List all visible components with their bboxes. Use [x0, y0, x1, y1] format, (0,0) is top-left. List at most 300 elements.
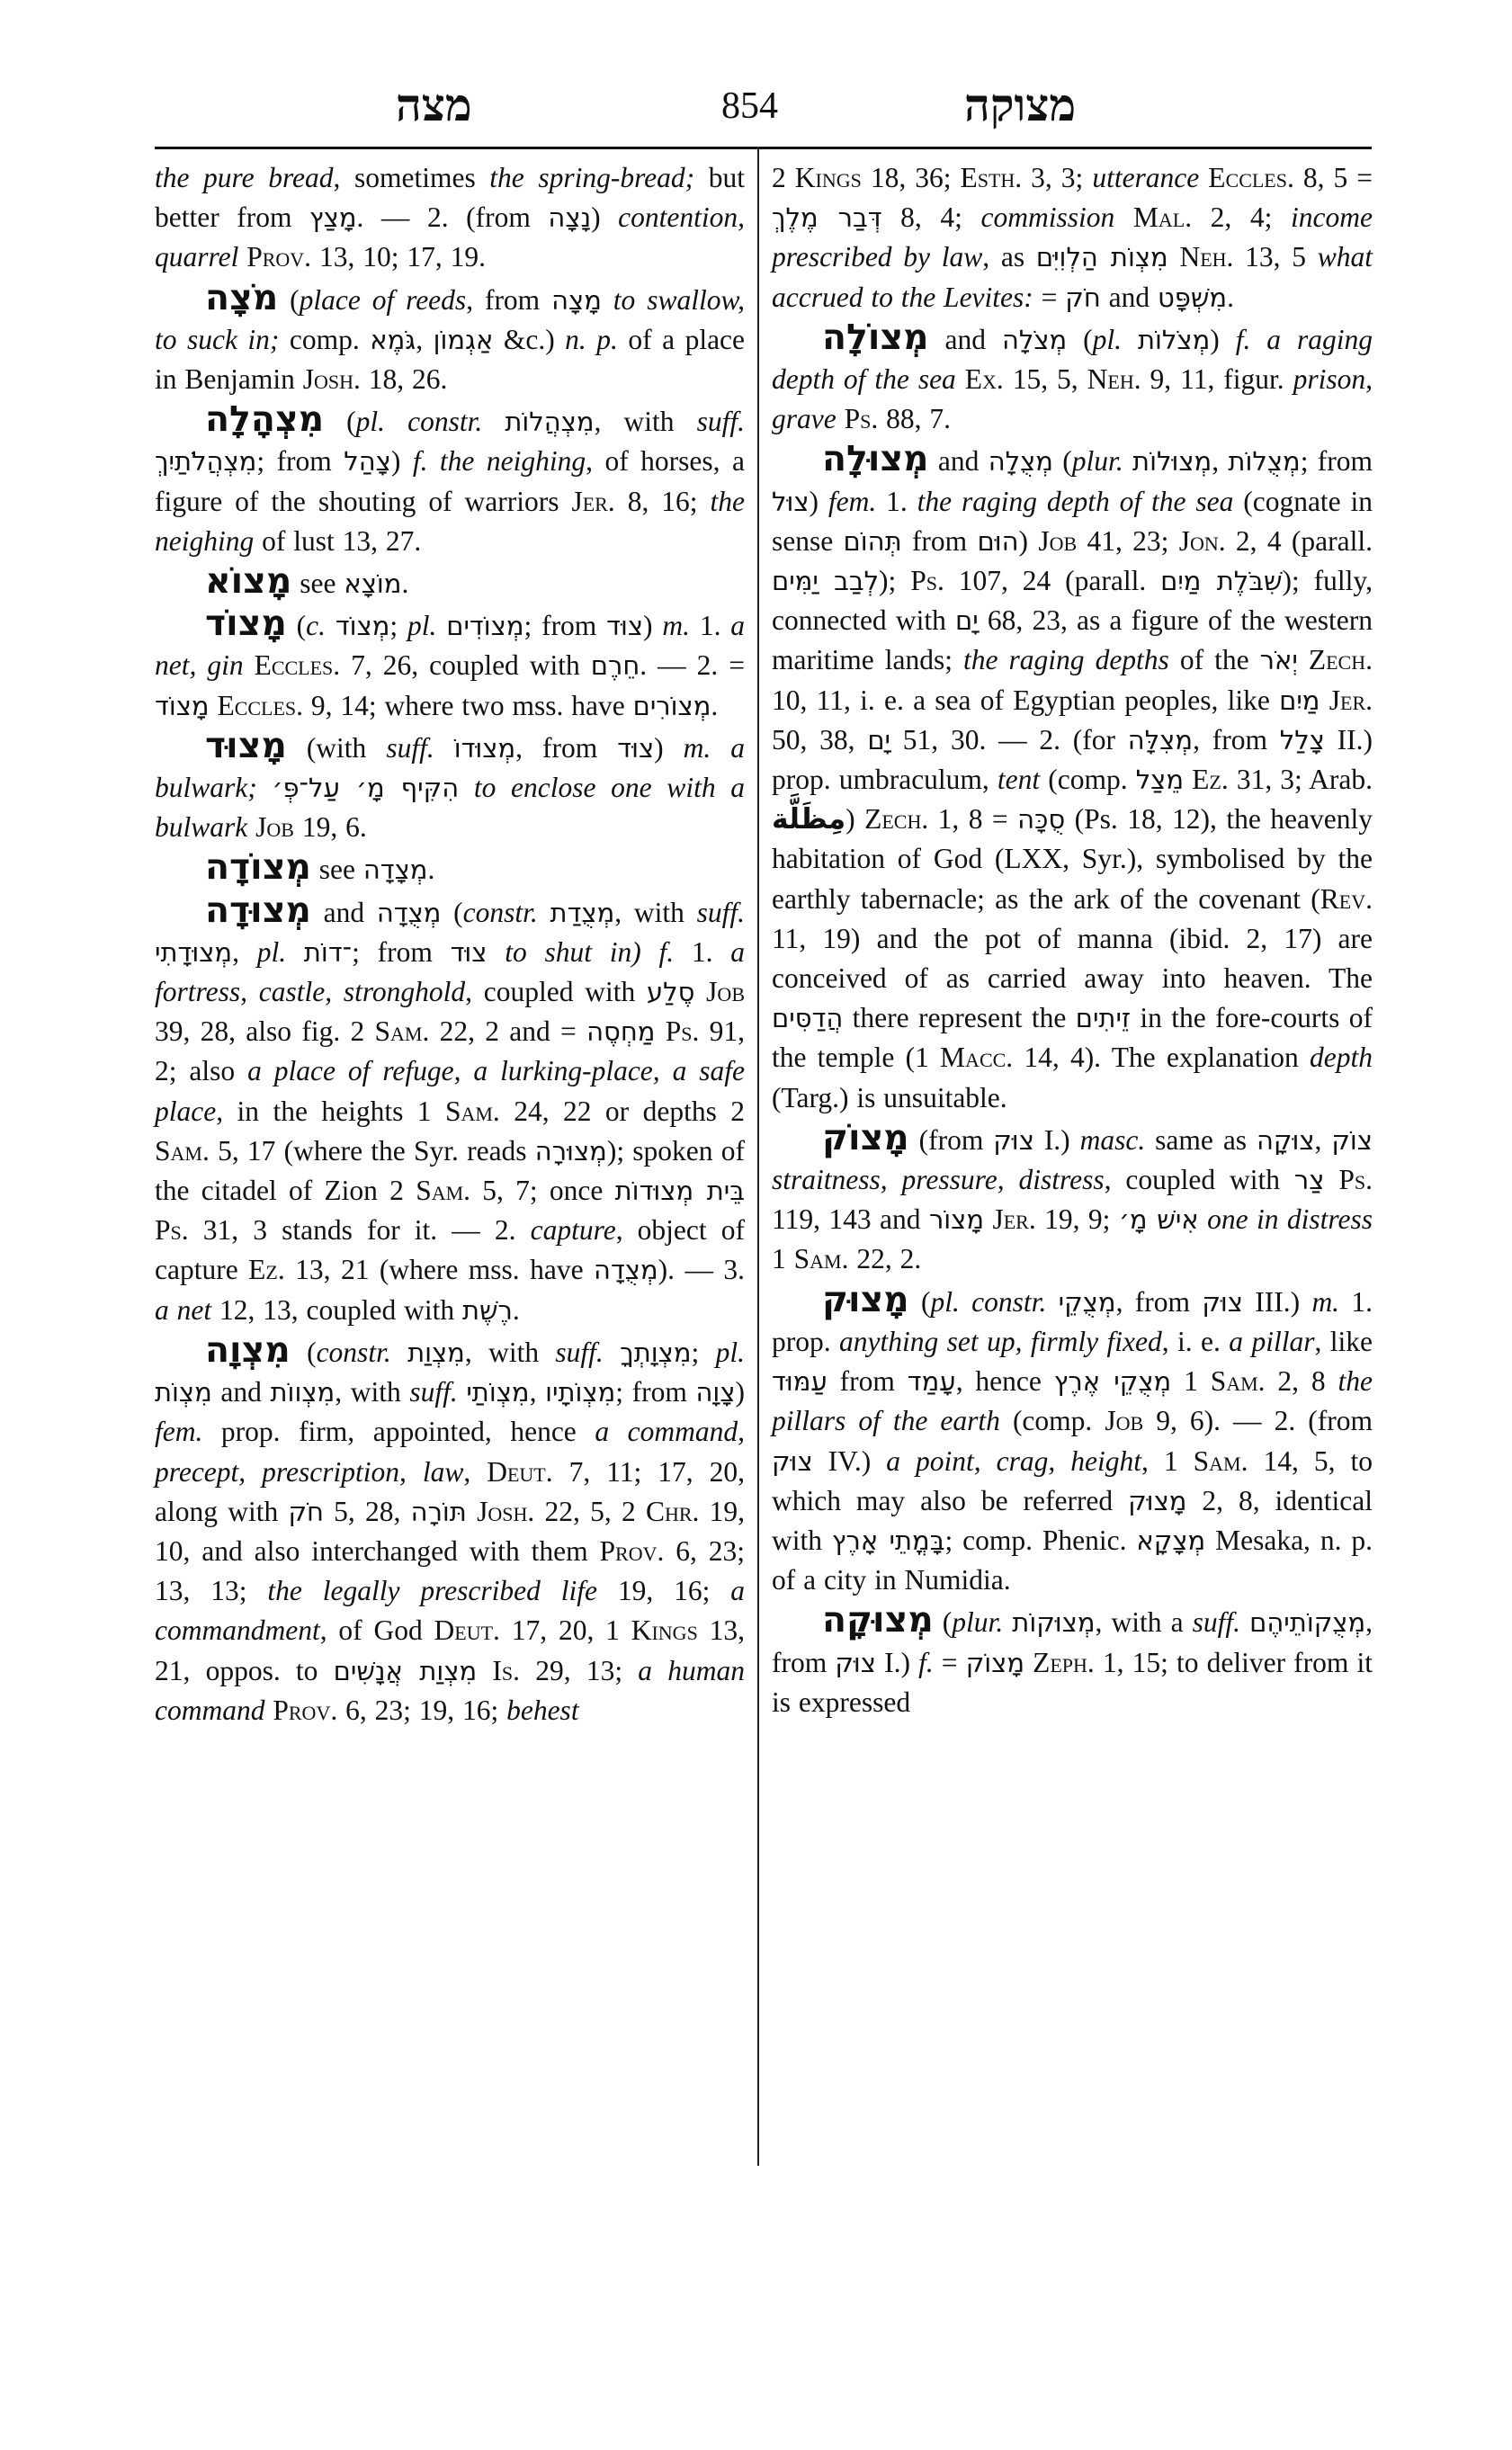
- hebrew-word: צוּק: [1202, 1286, 1243, 1318]
- book-reference: Deut.: [434, 1614, 500, 1647]
- text-run: [244, 649, 255, 681]
- text-run: [1168, 241, 1180, 273]
- text-run: 41, 23;: [1077, 524, 1179, 557]
- text-run: . — 2. =: [640, 649, 746, 682]
- book-reference: Sam.: [444, 1095, 500, 1127]
- left-column: [155, 158, 745, 1730]
- italic-gloss: m.: [662, 610, 690, 642]
- text-run: , 1: [1141, 1444, 1194, 1477]
- page-number: 854: [721, 85, 778, 127]
- text-run: see: [310, 854, 363, 886]
- hebrew-word: מוֹצָא: [344, 568, 402, 600]
- hebrew-word: מְצוּקוֹת: [1012, 1607, 1096, 1639]
- text-run: [1199, 1203, 1207, 1235]
- text-run: (with: [286, 731, 387, 764]
- book-reference: Ps.: [155, 1214, 189, 1247]
- italic-gloss: the raging depth of the sea: [917, 485, 1234, 517]
- entry-headword: מֹצָה: [205, 276, 279, 318]
- text-run: [482, 406, 505, 437]
- text-run: 1. prop.: [772, 1285, 1373, 1357]
- text-run: [1122, 324, 1138, 355]
- right-column: [772, 158, 1373, 1722]
- hebrew-word: מִצְוַת אֲנָשִׁים: [333, 1655, 478, 1686]
- text-run: (: [286, 610, 307, 642]
- italic-gloss: fem.: [828, 485, 877, 517]
- text-run: 1.: [876, 485, 917, 517]
- hebrew-word: עַמּוּד: [772, 1366, 828, 1398]
- text-run: of a place in Benjamin: [155, 323, 746, 396]
- text-run: 6, 23; 19, 16;: [337, 1694, 507, 1726]
- hebrew-word: נָצָה: [548, 202, 592, 234]
- italic-gloss: constr.: [316, 1336, 391, 1368]
- text-run: 3, 3;: [1022, 162, 1093, 193]
- dictionary-entry: [772, 317, 1373, 440]
- italic-gloss: suff.: [1192, 1606, 1241, 1639]
- text-run: [1123, 445, 1132, 477]
- text-run: =: [933, 1646, 966, 1678]
- text-run: 18, 36;: [861, 162, 961, 193]
- text-run: ; comp. Phenic.: [944, 1524, 1137, 1556]
- text-run: , i. e.: [1161, 1325, 1230, 1357]
- entry-headword: מִצְהָלָה: [205, 398, 325, 441]
- book-reference: Prov.: [599, 1534, 665, 1567]
- italic-gloss: a net: [155, 1293, 212, 1326]
- text-run: 1, 15; to deliver from it is expressed: [772, 1646, 1373, 1718]
- italic-gloss: pl.: [407, 610, 437, 642]
- text-run: [247, 811, 255, 843]
- hebrew-word: סֶלַע: [647, 977, 695, 1008]
- hebrew-word: מְצֻקוֹתֵיהֶם: [1249, 1607, 1366, 1639]
- text-run: [602, 284, 613, 316]
- text-run: ); spoken of the citadel of Zion 2: [155, 1134, 745, 1207]
- text-run: 8, 5 =: [1293, 162, 1373, 193]
- text-run: ,: [1212, 445, 1229, 478]
- italic-gloss: the pure bread: [155, 162, 334, 193]
- italic-gloss: commission: [980, 201, 1115, 234]
- text-run: (comp.: [1040, 764, 1136, 796]
- text-run: [837, 403, 845, 434]
- hebrew-word: חֵרֶם: [590, 650, 640, 682]
- text-run: Mesaka, n. p. of a city in Numidia.: [772, 1524, 1373, 1596]
- hebrew-word: תְּהוֹם: [843, 525, 902, 557]
- text-run: [286, 936, 304, 968]
- text-run: 19, 9;: [1035, 1203, 1119, 1236]
- dictionary-entry: [155, 847, 745, 890]
- text-run: [1320, 684, 1329, 716]
- hebrew-word: שִׁבֹּלֶת מַיִם: [1160, 566, 1283, 597]
- hebrew-word: צַר: [1293, 1165, 1325, 1196]
- text-run: (comp.: [999, 1405, 1105, 1437]
- text-run: 14, 4). The explanation: [1013, 1042, 1311, 1074]
- text-run: ; from: [1300, 445, 1373, 478]
- text-run: .: [1227, 281, 1234, 313]
- text-run: [458, 1376, 467, 1408]
- text-run: 2, 8: [1265, 1365, 1338, 1398]
- italic-gloss: a fortress, castle, stronghold: [155, 935, 746, 1008]
- dictionary-entry: [772, 439, 1373, 1117]
- text-run: ): [809, 485, 828, 517]
- italic-gloss: pl.: [715, 1336, 745, 1368]
- text-run: 31, 3; Arab.: [1228, 764, 1373, 796]
- hebrew-word: צָהַל: [344, 446, 391, 478]
- hebrew-word: תּוֹרָה: [410, 1496, 467, 1527]
- hebrew-word: לְבַב יַמִּים: [772, 566, 880, 597]
- text-run: 8, 16;: [614, 485, 711, 517]
- hebrew-word: מִצְהֲלֹתַיִךְ: [155, 446, 257, 478]
- book-reference: Esth.: [960, 162, 1023, 193]
- book-reference: Job: [706, 976, 745, 1008]
- entry-headword: מְצוּלָה: [822, 438, 929, 480]
- text-run: [391, 1337, 407, 1368]
- text-run: 15, 5,: [1003, 363, 1087, 396]
- italic-gloss: behest: [506, 1694, 579, 1726]
- text-run: , object of capture: [155, 1214, 745, 1286]
- text-run: , from: [1115, 1285, 1203, 1318]
- entry-headword: מִצְוָה: [205, 1328, 291, 1371]
- italic-gloss: a net, gin: [155, 610, 746, 682]
- hebrew-word: מִצְוַת: [407, 1337, 465, 1368]
- book-reference: Sam.: [793, 1243, 849, 1275]
- text-run: (Ps. 18, 12), the heavenly habitation of God (LXX, Syr.), symbolised by the earthly tabernacle; as the ark of the covenant (: [772, 803, 1373, 915]
- text-run: 18, 26.: [360, 363, 448, 396]
- hebrew-word: מִצְוָתְךָ: [620, 1337, 692, 1368]
- hebrew-word: מְצוּדוֹ: [453, 732, 516, 764]
- text-run: ): [1018, 524, 1039, 557]
- text-run: (: [1052, 445, 1072, 478]
- text-run: see: [291, 568, 344, 600]
- text-run: 2, 4 (parall.: [1225, 524, 1373, 557]
- hebrew-word: סֻכָּה: [1017, 804, 1066, 836]
- dictionary-entry: [155, 399, 745, 561]
- text-run: (Targ.) is unsuitable.: [772, 1081, 1007, 1113]
- text-run: [1114, 201, 1133, 233]
- text-run: , of horses, a figure of the shouting of warriors: [155, 445, 745, 517]
- text-run: (: [324, 406, 356, 438]
- dictionary-entry: [155, 1330, 745, 1730]
- book-reference: Jer.: [1329, 684, 1373, 716]
- hebrew-word: מְצֹלוֹת: [1138, 324, 1211, 355]
- book-reference: Josh.: [302, 363, 361, 396]
- entry-headword: מְצוּדָה: [205, 889, 311, 931]
- text-run: (: [933, 1606, 953, 1639]
- text-run: [257, 772, 273, 803]
- hebrew-word: מִצְהֲלוֹת: [505, 407, 595, 438]
- hebrew-word: מְצוּלוֹת: [1132, 446, 1212, 478]
- hebrew-word: מִצְוֹתַי: [466, 1377, 530, 1408]
- text-run: 10, 11, i. e. a sea of Egyptian peoples, like: [772, 684, 1280, 716]
- book-reference: Prov.: [246, 241, 312, 273]
- text-run: 68, 23, as a figure of the western maritime lands;: [772, 604, 1373, 676]
- hebrew-word: מְצֻדַת: [550, 897, 615, 928]
- text-run: , from: [772, 1606, 1373, 1678]
- hebrew-word: מְצָדָה: [362, 854, 428, 886]
- italic-gloss: the raging depths: [963, 644, 1169, 676]
- book-reference: Macc.: [940, 1042, 1014, 1074]
- text-run: ): [654, 731, 684, 764]
- hebrew-word: דְּבַר מֶלֶךְ: [772, 202, 882, 234]
- italic-gloss: a pillar: [1229, 1325, 1315, 1357]
- text-run: 2, 8, identical with: [772, 1484, 1373, 1556]
- hebrew-word: מָצוּק: [1128, 1485, 1187, 1516]
- hebrew-word: יָם: [867, 724, 891, 756]
- hebrew-word: מְצֹלָה: [1001, 324, 1068, 355]
- text-run: [467, 1496, 477, 1527]
- entry-headword: מְצוֹדָה: [205, 846, 311, 889]
- text-run: [1199, 162, 1208, 193]
- text-run: );: [879, 565, 911, 597]
- hebrew-word: צוּק: [835, 1647, 876, 1678]
- text-run: (cognate in sense: [772, 485, 1373, 557]
- text-run: there represent the: [843, 1002, 1076, 1034]
- text-run: in the fore-courts of the temple (1: [772, 1002, 1373, 1074]
- text-run: [655, 1015, 665, 1047]
- entry-headword: מָצוֹא: [205, 560, 292, 603]
- italic-gloss: to enclose one with a bulwark: [155, 772, 746, 844]
- text-run: ): [390, 445, 413, 478]
- hebrew-word: מָצוֹד: [155, 690, 210, 721]
- italic-gloss: plur.: [1071, 445, 1123, 478]
- italic-gloss: to shut in) f.: [505, 935, 675, 968]
- book-reference: Jon.: [1178, 524, 1226, 557]
- italic-gloss: plur.: [952, 1606, 1004, 1639]
- hebrew-word: רֶשֶׁת: [461, 1294, 513, 1326]
- text-run: 9, 6). — 2. (from: [1143, 1405, 1373, 1437]
- text-run: 19, 10, and also interchanged with them: [155, 1495, 745, 1567]
- hebrew-word: מִצְוֹת הַלְוִיִּם: [1035, 242, 1168, 273]
- italic-gloss: contention, quarrel: [155, 201, 745, 273]
- book-reference: Zeph.: [1033, 1646, 1095, 1678]
- book-reference: Job: [1105, 1405, 1144, 1437]
- italic-gloss: depth: [1310, 1042, 1373, 1074]
- dictionary-entry: [155, 890, 745, 1330]
- italic-gloss: m.: [1311, 1285, 1340, 1318]
- dictionary-entry: [155, 726, 745, 848]
- text-run: ,: [463, 1455, 488, 1488]
- text-run: , sometimes: [333, 162, 490, 193]
- book-reference: Job: [1038, 524, 1078, 557]
- text-run: , from: [515, 731, 618, 764]
- hebrew-word: מְצִלָּה: [1127, 724, 1194, 756]
- text-run: and: [1100, 281, 1159, 313]
- entry-headword: מָצוֹד: [205, 603, 287, 645]
- text-run: 6, 23; 13, 13;: [155, 1534, 745, 1607]
- text-run: 17, 20, 1: [499, 1614, 631, 1647]
- italic-gloss: n. p.: [565, 323, 618, 355]
- italic-gloss: suff.: [409, 1376, 458, 1408]
- text-run: 107, 24 (parall.: [944, 565, 1161, 597]
- text-run: [1240, 1606, 1249, 1638]
- text-run: , from: [1193, 723, 1280, 756]
- hebrew-word: מְצוֹדִים: [446, 611, 524, 642]
- column-divider: [757, 147, 759, 2166]
- text-run: 5, 17 (where the Syr. reads: [209, 1134, 535, 1167]
- book-reference: Chr.: [645, 1495, 700, 1527]
- book-reference: Ez.: [1192, 764, 1229, 796]
- hebrew-word: מֵצַל: [1135, 765, 1185, 796]
- book-reference: Ps.: [910, 565, 944, 597]
- italic-gloss: income prescribed by law: [772, 201, 1373, 273]
- hebrew-word: מִשְׁפָּט: [1158, 282, 1228, 313]
- text-run: [538, 897, 550, 928]
- text-run: I.): [1033, 1123, 1080, 1156]
- text-run: 2: [772, 162, 795, 193]
- book-reference: Kings: [631, 1614, 698, 1647]
- text-run: , with a: [1095, 1606, 1193, 1639]
- text-run: ,: [232, 935, 257, 968]
- text-run: [1046, 1286, 1058, 1318]
- italic-gloss: straitness, pressure, distress: [772, 1164, 1105, 1196]
- text-run: [1324, 1164, 1338, 1195]
- italic-gloss: a place of refuge, a lurking-place, a safe place: [155, 1055, 745, 1127]
- text-run: 19, 6.: [293, 811, 367, 844]
- text-run: (: [290, 1336, 317, 1368]
- text-run: [1184, 764, 1192, 795]
- text-run: ): [735, 1376, 746, 1408]
- text-run: .: [711, 689, 719, 721]
- arabic-word: مِظَلَّة: [772, 803, 846, 836]
- text-run: ; from: [615, 1376, 696, 1408]
- text-run: ;: [691, 1336, 716, 1368]
- text-run: [1298, 644, 1309, 675]
- hebrew-word: מְצֻדָה: [594, 1255, 658, 1286]
- book-reference: Zech.: [1308, 644, 1373, 676]
- text-run: ,: [416, 323, 434, 355]
- book-reference: Jer.: [571, 485, 615, 517]
- italic-gloss: suff.: [555, 1336, 604, 1368]
- text-run: III.): [1242, 1285, 1312, 1318]
- italic-gloss: constr.: [462, 896, 538, 928]
- text-run: =: [1033, 281, 1066, 313]
- text-run: [459, 772, 474, 803]
- text-run: II.) prop. umbraculum,: [772, 723, 1373, 796]
- text-run: ): [845, 803, 865, 836]
- text-run: 119, 143 and: [772, 1203, 929, 1236]
- text-run: 88, 7.: [878, 403, 951, 435]
- text-run: ): [643, 610, 663, 642]
- text-run: , coupled with: [465, 976, 648, 1008]
- dictionary-entry: [772, 158, 1373, 317]
- text-run: 50, 38,: [772, 723, 868, 756]
- text-run: 9, 11, figur.: [1141, 363, 1293, 396]
- hebrew-word: אַגְמוֹן: [433, 324, 494, 355]
- text-run: (: [908, 1285, 931, 1318]
- text-run: ); fully, connected with: [772, 565, 1373, 637]
- hebrew-word: חֹק: [1065, 282, 1101, 313]
- hebrew-word: יָם: [955, 605, 979, 637]
- text-run: ;: [389, 610, 407, 642]
- hebrew-word: מְצֻלָה: [988, 446, 1053, 478]
- text-run: 5, 7; once: [470, 1175, 615, 1207]
- text-run: I.): [875, 1646, 919, 1678]
- italic-gloss: prison, grave: [772, 363, 1373, 435]
- text-run: 14, 5, to which may also be referred: [772, 1444, 1373, 1516]
- book-reference: Ex.: [964, 363, 1004, 396]
- hebrew-word: צוּל: [772, 486, 810, 517]
- text-run: [694, 976, 706, 1007]
- text-run: [238, 241, 246, 273]
- text-run: , as: [982, 241, 1036, 273]
- text-run: ): [591, 201, 619, 234]
- book-reference: Ps.: [844, 403, 879, 435]
- text-run: 5, 28,: [323, 1495, 411, 1527]
- italic-gloss: f. a raging depth of the sea: [772, 323, 1373, 396]
- dictionary-entry: [155, 561, 745, 604]
- italic-gloss: f. the neighing: [412, 445, 586, 478]
- text-run: 1.: [690, 610, 731, 642]
- text-run: 1.: [674, 935, 731, 968]
- italic-gloss: a human command: [155, 1654, 745, 1726]
- entry-headword: מָצוּד: [205, 724, 287, 766]
- text-run: [436, 610, 446, 641]
- book-reference: Sam.: [155, 1134, 210, 1167]
- italic-gloss: a command, precept, prescription, law: [155, 1416, 745, 1488]
- text-run: and: [928, 323, 1002, 355]
- hebrew-word: מִצְוֹת: [155, 1377, 212, 1408]
- hebrew-word: מְצֻקֵי: [1058, 1286, 1116, 1318]
- header-rule: [155, 147, 1372, 149]
- book-reference: Josh.: [477, 1495, 535, 1527]
- hebrew-word: צָלַל: [1279, 724, 1325, 756]
- text-run: , with: [335, 1376, 410, 1408]
- hebrew-word: צוֹק: [1331, 1124, 1373, 1156]
- text-run: ,: [1314, 1123, 1332, 1156]
- text-run: &c.): [493, 323, 566, 355]
- text-run: [1024, 1647, 1033, 1678]
- text-run: comp.: [279, 323, 371, 355]
- text-run: ; from: [352, 935, 451, 968]
- text-run: from: [827, 1365, 908, 1398]
- text-run: 13, 21, oppos. to: [155, 1614, 746, 1686]
- hebrew-word: מָצוֹר: [928, 1204, 985, 1236]
- text-run: ; from: [256, 445, 344, 478]
- text-run: IV.): [812, 1444, 887, 1477]
- hebrew-word: הֲדַסִּים: [772, 1003, 844, 1034]
- book-reference: Job: [255, 811, 294, 844]
- hebrew-word: הוּם: [977, 525, 1019, 557]
- hebrew-word: מִצְווֹת: [270, 1377, 336, 1408]
- text-run: 22, 2 and =: [429, 1015, 587, 1048]
- text-run: 7, 26, coupled with: [340, 649, 591, 682]
- book-reference: Rev.: [1320, 882, 1373, 915]
- text-run: and: [310, 896, 377, 928]
- text-run: , with: [614, 896, 697, 928]
- hebrew-word: מְצוּרָה: [534, 1135, 607, 1167]
- italic-gloss: anything set up, firmly fixed: [839, 1325, 1162, 1357]
- italic-gloss: suff.: [386, 731, 434, 764]
- book-reference: Deut.: [487, 1455, 553, 1488]
- text-run: ): [1210, 323, 1236, 355]
- italic-gloss: a commandment: [155, 1575, 745, 1647]
- text-run: ,: [529, 1376, 546, 1408]
- hebrew-word: צוּד: [606, 611, 644, 642]
- hebrew-word: מְצוּדָתִי: [155, 936, 233, 968]
- hebrew-word: אִישׁ מָ׳: [1118, 1204, 1199, 1236]
- dictionary-entry: [772, 1600, 1373, 1722]
- text-run: 1: [1171, 1365, 1211, 1398]
- italic-gloss: masc.: [1079, 1123, 1146, 1156]
- hebrew-word: מְצָקָא: [1136, 1525, 1206, 1556]
- hebrew-word: מָצַץ: [309, 202, 357, 234]
- hebrew-word: צוּקָה: [1256, 1124, 1315, 1156]
- text-run: and: [211, 1376, 271, 1408]
- book-reference: Sam.: [374, 1015, 430, 1048]
- hebrew-word: מְצוֹרִים: [632, 690, 711, 721]
- text-run: , with: [594, 406, 697, 438]
- book-reference: Neh.: [1087, 363, 1141, 396]
- dictionary-entry: [772, 1280, 1373, 1601]
- text-run: 12, 13, coupled with: [211, 1293, 462, 1326]
- hebrew-word: מְצֻקֵי אֶרֶץ: [1053, 1366, 1172, 1398]
